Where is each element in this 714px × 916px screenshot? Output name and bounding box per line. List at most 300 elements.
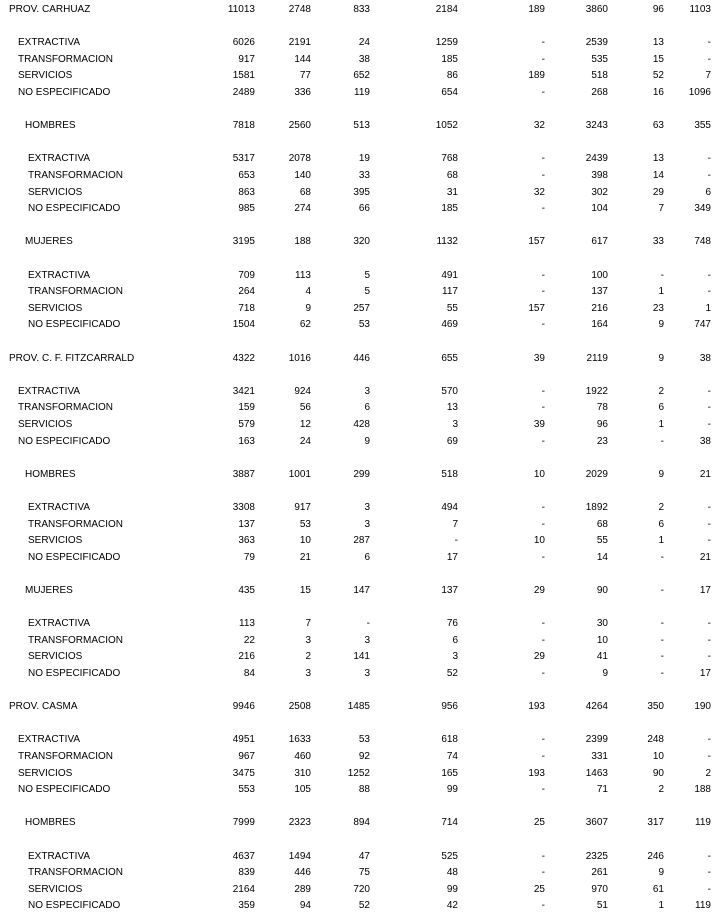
cell-col-4: 2184 <box>435 4 458 15</box>
gender-row <box>0 584 714 597</box>
cell-col-2: 924 <box>294 385 311 397</box>
province-row <box>0 3 714 16</box>
cell-col-3: 287 <box>353 535 370 547</box>
row-label: SERVICIOS <box>28 651 83 663</box>
table-row <box>0 86 714 99</box>
cell-col-7: - <box>660 551 664 563</box>
cell-col-3: 5 <box>364 269 370 281</box>
cell-col-8: 6 <box>705 186 711 198</box>
table-row <box>0 36 714 49</box>
cell-col-5: 189 <box>528 70 545 82</box>
cell-col-4: 1132 <box>436 236 458 248</box>
cell-col-7: - <box>660 269 664 281</box>
cell-col-4: 69 <box>446 435 458 447</box>
cell-col-2: 113 <box>295 269 311 281</box>
cell-col-5: 39 <box>533 352 545 364</box>
cell-col-6: 535 <box>591 53 608 65</box>
cell-col-8: 21 <box>699 551 711 563</box>
cell-col-4: 768 <box>441 153 458 165</box>
cell-col-2: 274 <box>294 203 311 215</box>
row-label: TRANSFORMACION <box>28 867 123 879</box>
cell-col-6: 100 <box>591 269 608 281</box>
cell-col-7: 52 <box>652 70 664 82</box>
cell-col-1: 709 <box>238 269 255 281</box>
cell-col-2: 188 <box>294 236 311 248</box>
cell-col-4: 42 <box>446 900 458 912</box>
cell-col-1: 4322 <box>232 352 255 364</box>
cell-col-6: 137 <box>591 286 608 298</box>
cell-col-8: - <box>707 850 711 862</box>
cell-col-4: 76 <box>446 618 458 630</box>
cell-col-6: 4264 <box>585 701 608 713</box>
cell-col-4: 185 <box>441 53 458 65</box>
cell-col-2: 1016 <box>288 352 311 364</box>
cell-col-1: 216 <box>238 651 255 663</box>
cell-col-1: 159 <box>238 402 255 414</box>
row-label: TRANSFORMACION <box>28 170 123 181</box>
cell-col-1: 113 <box>239 618 255 630</box>
cell-col-4: 185 <box>441 203 458 215</box>
cell-col-2: 1633 <box>288 734 311 746</box>
cell-col-7: 63 <box>652 120 664 132</box>
cell-col-4: 6 <box>452 634 458 646</box>
row-label: PROV. C. F. FITZCARRALD <box>9 352 135 364</box>
cell-col-3: 833 <box>353 4 370 15</box>
cell-col-5: - <box>541 618 545 630</box>
cell-col-2: 2191 <box>288 37 311 49</box>
cell-col-6: 268 <box>591 87 608 98</box>
cell-col-8: 7 <box>705 70 711 82</box>
cell-col-2: 2508 <box>288 701 311 713</box>
cell-col-8: 17 <box>699 585 711 596</box>
cell-col-3: 257 <box>353 302 370 314</box>
cell-col-4: 1052 <box>435 120 458 132</box>
cell-col-2: 2078 <box>288 153 311 165</box>
cell-col-8: 1103 <box>689 4 711 15</box>
row-label: SERVICIOS <box>28 302 83 314</box>
cell-col-2: 460 <box>294 751 311 762</box>
cell-col-8: 188 <box>694 784 711 796</box>
cell-col-3: 3 <box>364 668 370 679</box>
cell-col-3: 3 <box>364 385 370 397</box>
row-label: PROV. CARHUAZ <box>9 4 91 15</box>
cell-col-8: - <box>707 651 711 663</box>
row-label: SERVICIOS <box>18 767 73 779</box>
cell-col-6: 617 <box>591 236 608 248</box>
cell-col-4: 714 <box>441 817 458 829</box>
cell-col-5: - <box>541 518 545 530</box>
cell-col-5: 193 <box>528 701 545 713</box>
cell-col-8: - <box>707 385 711 397</box>
table-row <box>0 667 714 680</box>
gender-row <box>0 119 714 132</box>
cell-col-5: - <box>541 668 545 679</box>
row-label: MUJERES <box>25 236 73 248</box>
cell-col-3: 147 <box>353 585 370 596</box>
cell-col-1: 7999 <box>232 817 255 829</box>
table-row <box>0 385 714 398</box>
cell-col-3: 1252 <box>347 767 370 779</box>
cell-col-7: 9 <box>658 867 664 879</box>
cell-col-1: 163 <box>238 435 255 447</box>
cell-col-8: - <box>707 618 711 630</box>
cell-col-3: 66 <box>358 203 370 215</box>
row-label: SERVICIOS <box>28 186 83 198</box>
cell-col-2: 12 <box>299 419 311 430</box>
cell-col-3: 38 <box>358 53 370 65</box>
gender-row <box>0 235 714 248</box>
table-row <box>0 783 714 796</box>
cell-col-3: 3 <box>364 502 370 513</box>
table-row <box>0 899 714 912</box>
cell-col-6: 3607 <box>585 817 608 829</box>
cell-col-4: 518 <box>441 468 458 480</box>
row-label: SERVICIOS <box>28 883 83 895</box>
cell-col-7: 9 <box>658 319 664 331</box>
table-row <box>0 318 714 331</box>
table-row <box>0 435 714 448</box>
cell-col-7: 1 <box>658 286 664 298</box>
cell-col-4: 956 <box>441 701 458 713</box>
cell-col-2: 3 <box>305 668 311 679</box>
cell-col-7: 14 <box>652 170 664 181</box>
table-row <box>0 634 714 647</box>
cell-col-6: 23 <box>596 435 608 447</box>
cell-col-7: - <box>660 618 664 630</box>
cell-col-1: 84 <box>243 668 255 679</box>
cell-col-3: 299 <box>353 468 370 480</box>
row-label: EXTRACTIVA <box>18 734 81 746</box>
cell-col-7: 15 <box>652 53 664 65</box>
cell-col-5: - <box>541 203 545 215</box>
cell-col-8: - <box>707 419 711 430</box>
row-label: TRANSFORMACION <box>18 402 113 414</box>
cell-col-7: 9 <box>658 468 664 480</box>
cell-col-1: 3887 <box>232 468 255 480</box>
cell-col-1: 863 <box>238 186 255 198</box>
cell-col-3: 19 <box>358 153 370 165</box>
cell-col-1: 1581 <box>232 70 255 82</box>
cell-col-1: 3195 <box>232 236 255 248</box>
cell-col-3: 5 <box>364 286 370 298</box>
cell-col-5: 10 <box>533 468 545 480</box>
cell-col-3: 652 <box>353 70 370 82</box>
cell-col-6: 78 <box>596 402 608 414</box>
cell-col-4: 525 <box>441 850 458 862</box>
table-row <box>0 202 714 215</box>
cell-col-3: 52 <box>358 900 370 912</box>
cell-col-3: 53 <box>358 734 370 746</box>
row-label: MUJERES <box>25 585 73 596</box>
row-label: EXTRACTIVA <box>28 850 91 862</box>
cell-col-8: 21 <box>699 468 711 480</box>
cell-col-6: 518 <box>591 70 608 82</box>
table-row <box>0 302 714 315</box>
cell-col-5: 39 <box>533 419 545 430</box>
cell-col-1: 264 <box>238 286 255 298</box>
cell-col-7: 10 <box>652 751 664 762</box>
cell-col-3: 395 <box>353 186 370 198</box>
cell-col-2: 310 <box>294 767 311 779</box>
cell-col-4: 165 <box>441 767 458 779</box>
cell-col-3: - <box>366 618 370 630</box>
cell-col-1: 967 <box>238 751 255 762</box>
cell-col-2: 15 <box>299 585 311 596</box>
cell-col-6: 970 <box>591 883 608 895</box>
table-row <box>0 518 714 531</box>
cell-col-5: 10 <box>533 535 545 547</box>
cell-col-4: 3 <box>452 651 458 663</box>
cell-col-5: - <box>541 37 545 49</box>
cell-col-4: 55 <box>446 302 458 314</box>
cell-col-2: 2323 <box>288 817 311 829</box>
cell-col-7: 33 <box>652 236 664 248</box>
cell-col-1: 137 <box>238 518 255 530</box>
cell-col-4: 491 <box>441 269 458 281</box>
cell-col-5: - <box>541 900 545 912</box>
gender-row <box>0 468 714 481</box>
cell-col-7: - <box>660 435 664 447</box>
cell-col-1: 2164 <box>232 883 255 895</box>
cell-col-4: 68 <box>446 170 458 181</box>
row-label: TRANSFORMACION <box>28 286 123 298</box>
cell-col-8: - <box>707 535 711 547</box>
cell-col-8: - <box>707 751 711 762</box>
cell-col-4: 117 <box>442 286 458 298</box>
row-label: EXTRACTIVA <box>28 502 91 513</box>
cell-col-3: 513 <box>353 120 370 132</box>
row-label: NO ESPECIFICADO <box>18 435 111 447</box>
cell-col-8: 38 <box>699 435 711 447</box>
cell-col-6: 9 <box>602 668 608 679</box>
cell-col-5: - <box>541 286 545 298</box>
cell-col-7: - <box>660 585 664 596</box>
cell-col-8: 748 <box>694 236 711 248</box>
cell-col-7: 96 <box>652 4 664 15</box>
cell-col-1: 7818 <box>232 120 255 132</box>
table-row <box>0 169 714 182</box>
cell-col-5: - <box>541 87 545 98</box>
cell-col-4: 13 <box>446 402 458 414</box>
row-label: EXTRACTIVA <box>18 37 81 49</box>
cell-col-2: 140 <box>294 170 311 181</box>
cell-col-8: 1 <box>705 302 711 314</box>
cell-col-2: 53 <box>299 518 311 530</box>
cell-col-2: 68 <box>299 186 311 198</box>
cell-col-3: 3 <box>364 518 370 530</box>
table-row <box>0 750 714 763</box>
cell-col-2: 446 <box>294 867 311 879</box>
cell-col-5: - <box>541 385 545 397</box>
table-row <box>0 534 714 547</box>
cell-col-5: - <box>541 502 545 513</box>
cell-col-1: 359 <box>238 900 255 912</box>
cell-col-8: 747 <box>694 319 711 331</box>
cell-col-4: 99 <box>446 784 458 796</box>
cell-col-2: 7 <box>305 618 311 630</box>
table-row <box>0 152 714 165</box>
gender-row <box>0 816 714 829</box>
cell-col-6: 51 <box>596 900 608 912</box>
cell-col-1: 579 <box>238 419 255 430</box>
cell-col-5: - <box>541 170 545 181</box>
table-row <box>0 767 714 780</box>
row-label: SERVICIOS <box>28 535 83 547</box>
cell-col-6: 55 <box>596 535 608 547</box>
cell-col-7: 317 <box>647 817 664 829</box>
row-label: NO ESPECIFICADO <box>28 319 121 331</box>
cell-col-5: 157 <box>528 236 545 248</box>
cell-col-6: 104 <box>591 203 608 215</box>
cell-col-2: 21 <box>299 551 311 563</box>
cell-col-5: - <box>541 867 545 879</box>
cell-col-7: 1 <box>658 900 664 912</box>
cell-col-3: 428 <box>353 419 370 430</box>
cell-col-1: 1504 <box>232 319 255 331</box>
cell-col-8: 355 <box>694 120 711 132</box>
cell-col-6: 2029 <box>585 468 608 480</box>
row-label: NO ESPECIFICADO <box>18 87 111 98</box>
cell-col-8: 1096 <box>688 87 711 98</box>
cell-col-6: 261 <box>591 867 608 879</box>
cell-col-5: - <box>541 269 545 281</box>
cell-col-2: 9 <box>305 302 311 314</box>
cell-col-3: 119 <box>354 87 370 98</box>
cell-col-5: 25 <box>533 883 545 895</box>
cell-col-4: 570 <box>441 385 458 397</box>
table-row <box>0 53 714 66</box>
cell-col-1: 435 <box>238 585 255 596</box>
cell-col-1: 653 <box>238 170 255 181</box>
cell-col-2: 2 <box>305 651 311 663</box>
row-label: EXTRACTIVA <box>18 385 81 397</box>
cell-col-4: 52 <box>446 668 458 679</box>
cell-col-7: 23 <box>652 302 664 314</box>
cell-col-4: 654 <box>441 87 458 98</box>
cell-col-5: - <box>541 153 545 165</box>
table-row <box>0 285 714 298</box>
cell-col-7: 90 <box>652 767 664 779</box>
row-label: HOMBRES <box>25 817 76 829</box>
cell-col-6: 398 <box>591 170 608 181</box>
cell-col-8: 38 <box>699 352 711 364</box>
cell-col-8: 17 <box>699 668 711 679</box>
cell-col-3: 24 <box>358 37 370 49</box>
cell-col-5: 32 <box>533 186 545 198</box>
cell-col-7: 1 <box>658 419 664 430</box>
cell-col-6: 1922 <box>585 385 608 397</box>
cell-col-1: 363 <box>238 535 255 547</box>
cell-col-7: - <box>660 634 664 646</box>
cell-col-4: 48 <box>446 867 458 879</box>
cell-col-2: 917 <box>294 502 311 513</box>
table-row <box>0 551 714 564</box>
cell-col-8: - <box>707 153 711 165</box>
cell-col-1: 22 <box>243 634 255 646</box>
cell-col-7: 1 <box>658 535 664 547</box>
cell-col-8: - <box>707 734 711 746</box>
cell-col-8: 2 <box>705 767 711 779</box>
row-label: EXTRACTIVA <box>28 618 91 630</box>
cell-col-4: 1259 <box>435 37 458 49</box>
cell-col-2: 62 <box>299 319 311 331</box>
row-label: NO ESPECIFICADO <box>28 900 121 912</box>
row-label: PROV. CASMA <box>9 701 78 713</box>
cell-col-5: - <box>541 784 545 796</box>
cell-col-3: 1485 <box>347 701 370 713</box>
row-label: EXTRACTIVA <box>28 269 91 281</box>
cell-col-3: 88 <box>358 784 370 796</box>
cell-col-3: 720 <box>353 883 370 895</box>
cell-col-7: 29 <box>652 186 664 198</box>
cell-col-8: - <box>707 502 711 513</box>
cell-col-5: - <box>541 734 545 746</box>
cell-col-5: - <box>541 53 545 65</box>
cell-col-4: 86 <box>446 70 458 82</box>
cell-col-7: 350 <box>647 701 664 713</box>
row-label: HOMBRES <box>25 468 76 480</box>
cell-col-8: - <box>707 286 711 298</box>
cell-col-5: 29 <box>533 651 545 663</box>
cell-col-5: 32 <box>533 120 545 132</box>
cell-col-1: 839 <box>238 867 255 879</box>
cell-col-4: 618 <box>441 734 458 746</box>
cell-col-6: 90 <box>596 585 608 596</box>
cell-col-3: 894 <box>353 817 370 829</box>
cell-col-2: 336 <box>294 87 311 98</box>
row-label: TRANSFORMACION <box>18 53 113 65</box>
cell-col-5: 193 <box>528 767 545 779</box>
cell-col-3: 6 <box>364 551 370 563</box>
cell-col-5: - <box>541 319 545 331</box>
cell-col-8: - <box>707 867 711 879</box>
cell-col-2: 4 <box>305 286 311 298</box>
cell-col-6: 68 <box>596 518 608 530</box>
cell-col-8: - <box>707 518 711 530</box>
cell-col-2: 1494 <box>288 850 311 862</box>
cell-col-6: 3243 <box>585 120 608 132</box>
cell-col-3: 47 <box>358 850 370 862</box>
cell-col-3: 33 <box>358 170 370 181</box>
table-row <box>0 418 714 431</box>
cell-col-2: 3 <box>305 634 311 646</box>
cell-col-3: 92 <box>358 751 370 762</box>
cell-col-4: 74 <box>446 751 458 762</box>
cell-col-5: - <box>541 435 545 447</box>
cell-col-2: 10 <box>299 535 311 547</box>
cell-col-1: 9946 <box>232 701 255 713</box>
row-label: HOMBRES <box>25 120 76 132</box>
cell-col-5: - <box>541 551 545 563</box>
cell-col-8: 349 <box>694 203 711 215</box>
cell-col-5: - <box>541 634 545 646</box>
cell-col-2: 77 <box>299 70 311 82</box>
cell-col-3: 6 <box>364 402 370 414</box>
cell-col-6: 10 <box>596 634 608 646</box>
table-row <box>0 866 714 879</box>
cell-col-6: 14 <box>596 551 608 563</box>
cell-col-7: 9 <box>658 352 664 364</box>
cell-col-6: 164 <box>591 319 608 331</box>
cell-col-2: 56 <box>299 402 311 414</box>
table-row <box>0 269 714 282</box>
row-label: TRANSFORMACION <box>28 518 123 530</box>
cell-col-6: 41 <box>596 651 608 663</box>
table-row <box>0 401 714 414</box>
row-label: TRANSFORMACION <box>18 751 113 762</box>
row-label: NO ESPECIFICADO <box>18 784 111 796</box>
cell-col-7: 248 <box>647 734 664 746</box>
